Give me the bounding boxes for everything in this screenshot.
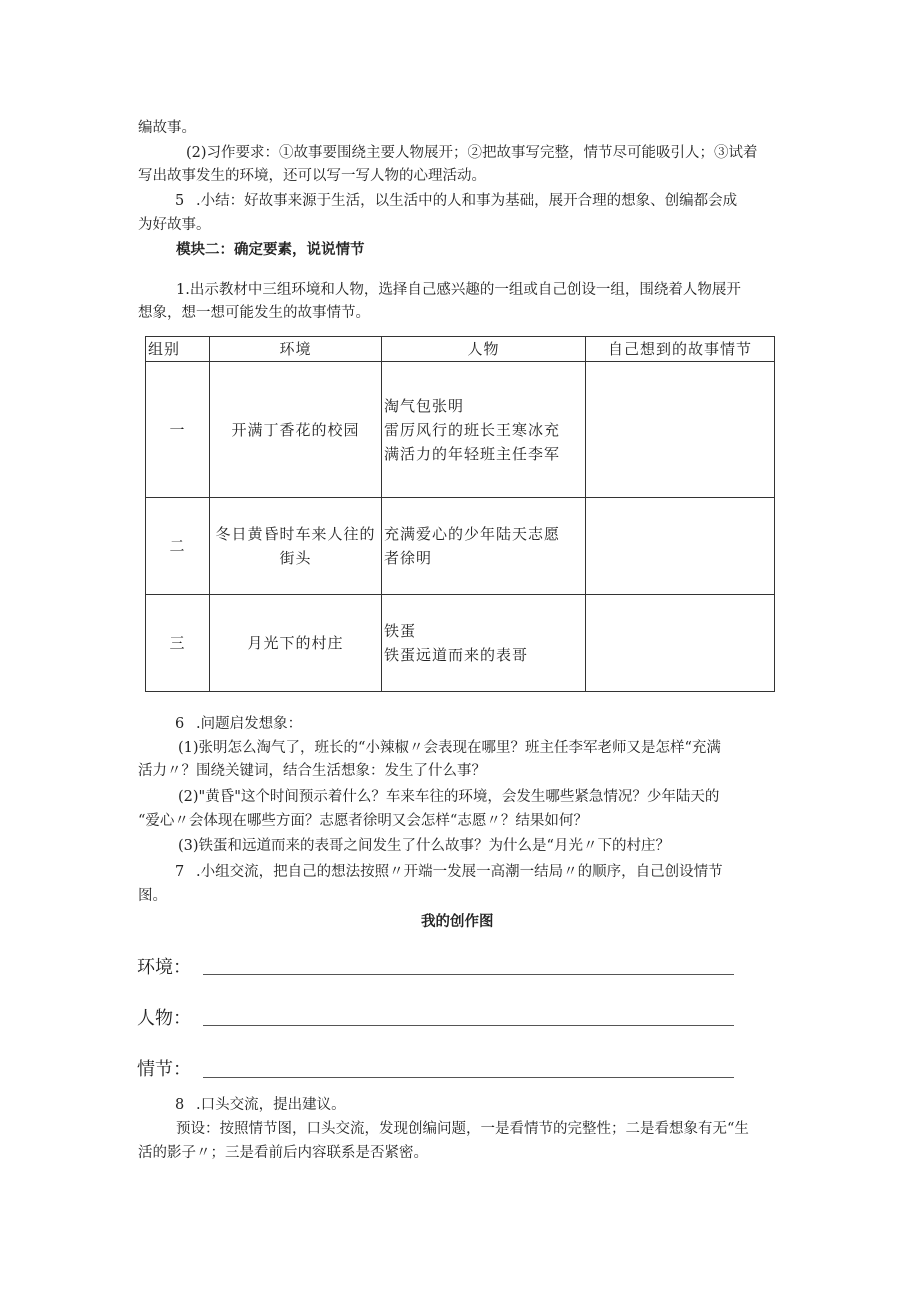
intro-tail-text: 编故事。 [138, 120, 196, 136]
table-row [146, 362, 775, 498]
row-2-environment-line: 冬日黄昏时车来人往的 [215, 525, 376, 543]
row-2-characters [382, 498, 586, 595]
question-3-line: (3)铁蛋和远道而来的表哥之间发生了什么故事？为什么是“月光〃下的村庄？ [178, 838, 670, 854]
requirement-line-1: (2)习作要求：①故事要围绕主要人物展开；②把故事写完整，情节尽可能吸引人；③试着 [186, 145, 758, 161]
preset-line-1: 预设：按照情节图，口头交流，发现创编问题，一是看情节的完整性；二是看想象有无“生 [176, 1121, 749, 1137]
question-2-line-2: “爱心〃会体现在哪些方面？志愿者徐明又会怎样“志愿〃？结果如何？ [138, 813, 588, 829]
requirement-line-2: 写出故事发生的环境，还可以写一写人物的心理活动。 [138, 168, 486, 184]
item-5-number: 5 [175, 193, 185, 209]
row-3-character-line: 铁蛋远道而来的表哥 [384, 646, 529, 664]
table-header-row [146, 337, 775, 362]
row-3-plot-cell [586, 595, 775, 692]
row-1-characters [382, 362, 586, 498]
row-3-characters [382, 595, 586, 692]
plot-blank-line[interactable] [203, 1077, 734, 1078]
summary-line-1: .小结：好故事来源于生活，以生活中的人和事为基础，展开合理的想象、创编都会成 [196, 193, 738, 209]
preset-line-2: 活的影子〃；三是看前后内容联系是否紧密。 [138, 1145, 428, 1161]
header-environment: 环境 [210, 337, 382, 362]
row-1-character-line: 雷厉风行的班长王寒冰充 [384, 420, 561, 439]
plot-label: 情节： [137, 1059, 191, 1080]
row-1-environment: 开满丁香花的校园 [210, 362, 382, 498]
row-1-plot-cell [586, 362, 775, 498]
row-3-environment: 月光下的村庄 [210, 595, 382, 692]
row-1-character-line: 淘气包张明 [384, 396, 465, 415]
row-1-character-line: 满活力的年轻班主任李军 [384, 444, 561, 463]
row-3-character-line: 铁蛋 [384, 622, 417, 640]
item-1-line-1: 1.出示教材中三组环境和人物，选择自己感兴趣的一组或自己创设一组，围绕着人物展开 [176, 282, 741, 298]
item-8-title: .口头交流，提出建议。 [196, 1097, 346, 1113]
table-row [146, 498, 775, 595]
question-1-line-1: (1)张明怎么淘气了，班长的“小辣椒〃会表现在哪里？班主任李军老师又是怎样“充满 [178, 740, 721, 756]
item-1-line-2: 想象，想一想可能发生的故事情节。 [138, 305, 370, 321]
row-2-plot-cell [586, 498, 775, 595]
row-1-group: 一 [146, 362, 210, 498]
item-8-number: 8 [175, 1097, 185, 1113]
environment-blank-line[interactable] [203, 974, 734, 975]
header-group: 组别 [146, 337, 210, 362]
question-2-line-1: (2)"黄昏"这个时间预示着什么？车来车往的环境，会发生哪些紧急情况？少年陆天的 [178, 789, 720, 805]
question-1-line-2: 活力〃？围绕关键词，结合生活想象：发生了什么事？ [138, 763, 486, 779]
creation-chart-title: 我的创作图 [421, 913, 494, 930]
row-2-group: 二 [146, 498, 210, 595]
story-elements-table [145, 336, 775, 692]
summary-line-2: 为好故事。 [138, 217, 211, 233]
row-2-character-line: 充满爱心的少年陆天志愿 [384, 525, 561, 543]
item-6-title: .问题启发想象： [196, 716, 303, 732]
module-two-heading: 模块二：确定要素，说说情节 [176, 241, 365, 258]
environment-label: 环境： [137, 957, 191, 978]
header-characters: 人物 [382, 337, 586, 362]
header-story-plot: 自己想到的故事情节 [586, 337, 775, 362]
table-row [146, 595, 775, 692]
characters-label: 人物： [137, 1008, 191, 1029]
item-7-line-2: 图。 [138, 888, 167, 904]
item-7-line-1: .小组交流，把自己的想法按照〃开端一发展一高潮一结局〃的顺序，自己创设情节 [196, 864, 723, 880]
row-3-group: 三 [146, 595, 210, 692]
row-2-character-line: 者徐明 [384, 549, 433, 567]
row-2-environment-line: 街头 [279, 549, 312, 567]
characters-blank-line[interactable] [203, 1025, 734, 1026]
item-6-number: 6 [175, 716, 185, 732]
item-7-number: 7 [175, 864, 185, 880]
row-2-environment [210, 498, 382, 595]
